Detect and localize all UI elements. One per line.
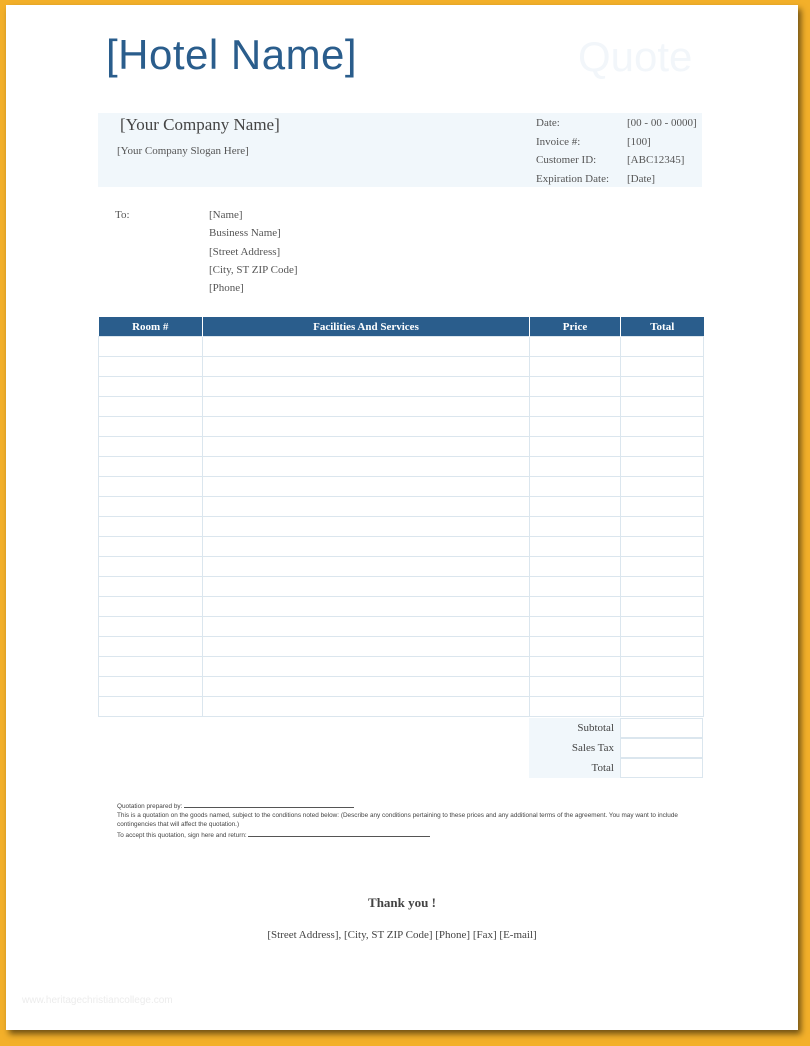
- room-cell[interactable]: [99, 597, 203, 617]
- price-cell[interactable]: [530, 537, 621, 557]
- table-row: [99, 577, 704, 597]
- expiration-date-label: Expiration Date:: [536, 173, 610, 185]
- total-cell[interactable]: [621, 617, 704, 637]
- grand-total-value[interactable]: [620, 758, 703, 778]
- services-cell[interactable]: [203, 537, 530, 557]
- price-cell[interactable]: [530, 597, 621, 617]
- subtotal-value[interactable]: [620, 718, 703, 738]
- price-cell[interactable]: [530, 457, 621, 477]
- price-cell[interactable]: [530, 417, 621, 437]
- room-cell[interactable]: [99, 397, 203, 417]
- subtotal-label: Subtotal: [529, 718, 620, 738]
- table-row: [99, 557, 704, 577]
- watermark: www.heritagechristiancollege.com: [22, 995, 173, 1006]
- prepared-by-label: Quotation prepared by:: [117, 803, 183, 810]
- services-cell[interactable]: [203, 457, 530, 477]
- services-cell[interactable]: [203, 657, 530, 677]
- services-cell[interactable]: [203, 397, 530, 417]
- total-cell[interactable]: [621, 377, 704, 397]
- room-cell[interactable]: [99, 517, 203, 537]
- sales-tax-value[interactable]: [620, 738, 703, 758]
- table-row: [99, 597, 704, 617]
- subtotal-row: [529, 718, 703, 738]
- room-cell[interactable]: [99, 537, 203, 557]
- recipient-label: To:: [115, 209, 130, 221]
- price-cell[interactable]: [530, 517, 621, 537]
- total-cell[interactable]: [621, 397, 704, 417]
- customer-id-value: [ABC12345]: [627, 154, 685, 166]
- table-row: [99, 497, 704, 517]
- customer-id-label: Customer ID:: [536, 154, 597, 166]
- price-cell[interactable]: [530, 437, 621, 457]
- table-row: [99, 677, 704, 697]
- table-row: [99, 397, 704, 417]
- total-cell[interactable]: [621, 597, 704, 617]
- price-cell[interactable]: [530, 377, 621, 397]
- total-cell[interactable]: [621, 637, 704, 657]
- conditions-text: This is a quotation on the goods named, subject to the conditions noted below: (Describe any conditions pertaining to these prices and any additional terms of the agreement. You may want to include contingencies that will affect the quotation.): [117, 812, 678, 828]
- accept-signature-line[interactable]: [248, 830, 430, 837]
- room-cell[interactable]: [99, 677, 203, 697]
- table-row: [99, 357, 704, 377]
- total-cell[interactable]: [621, 657, 704, 677]
- price-cell[interactable]: [530, 577, 621, 597]
- room-cell[interactable]: [99, 477, 203, 497]
- total-cell[interactable]: [621, 677, 704, 697]
- recipient-city: [City, ST ZIP Code]: [209, 264, 298, 276]
- quote-page: [6, 5, 798, 1030]
- table-row: [99, 377, 704, 397]
- total-cell[interactable]: [621, 697, 704, 717]
- room-cell[interactable]: [99, 437, 203, 457]
- hotel-name: [Hotel Name]: [106, 31, 358, 78]
- services-cell[interactable]: [203, 617, 530, 637]
- room-cell[interactable]: [99, 497, 203, 517]
- total-cell[interactable]: [621, 557, 704, 577]
- table-row: [99, 437, 704, 457]
- price-cell[interactable]: [530, 397, 621, 417]
- room-cell[interactable]: [99, 357, 203, 377]
- services-cell[interactable]: [203, 577, 530, 597]
- price-cell[interactable]: [530, 477, 621, 497]
- total-cell[interactable]: [621, 517, 704, 537]
- services-cell[interactable]: [203, 497, 530, 517]
- total-cell[interactable]: [621, 437, 704, 457]
- invoice-label: Invoice #:: [536, 136, 581, 148]
- date-label: Date:: [536, 117, 560, 129]
- accept-line: [117, 830, 430, 839]
- recipient-business: Business Name]: [209, 227, 281, 239]
- sales-tax-row: [529, 738, 703, 758]
- total-cell[interactable]: [621, 537, 704, 557]
- total-cell[interactable]: [621, 417, 704, 437]
- company-slogan: [Your Company Slogan Here]: [117, 145, 249, 157]
- grand-total-label: Total: [529, 758, 620, 778]
- price-cell[interactable]: [530, 557, 621, 577]
- line-items-table: [98, 317, 704, 717]
- room-cell[interactable]: [99, 457, 203, 477]
- prepared-by-line: [117, 801, 354, 810]
- services-cell[interactable]: [203, 337, 530, 357]
- room-column-header: Room #: [99, 317, 203, 337]
- services-cell[interactable]: [203, 597, 530, 617]
- services-cell[interactable]: [203, 677, 530, 697]
- room-cell[interactable]: [99, 637, 203, 657]
- room-cell[interactable]: [99, 697, 203, 717]
- total-cell[interactable]: [621, 357, 704, 377]
- services-cell[interactable]: [203, 637, 530, 657]
- price-cell[interactable]: [530, 677, 621, 697]
- price-cell[interactable]: [530, 497, 621, 517]
- services-cell[interactable]: [203, 517, 530, 537]
- line-items-body: [99, 337, 704, 717]
- price-cell[interactable]: [530, 697, 621, 717]
- expiration-date-value: [Date]: [627, 173, 656, 185]
- company-name: [Your Company Name]: [120, 115, 280, 134]
- services-cell[interactable]: [203, 437, 530, 457]
- prepared-by-signature-line[interactable]: [184, 801, 354, 808]
- room-cell[interactable]: [99, 377, 203, 397]
- services-cell[interactable]: [203, 697, 530, 717]
- price-cell[interactable]: [530, 617, 621, 637]
- room-cell[interactable]: [99, 617, 203, 637]
- table-row: [99, 657, 704, 677]
- services-cell[interactable]: [203, 557, 530, 577]
- table-row: [99, 697, 704, 717]
- accept-label: To accept this quotation, sign here and return:: [117, 832, 247, 839]
- services-cell[interactable]: [203, 357, 530, 377]
- recipient-name: [Name]: [209, 209, 243, 221]
- table-row: [99, 537, 704, 557]
- total-cell[interactable]: [621, 477, 704, 497]
- table-row: [99, 477, 704, 497]
- invoice-value: [100]: [627, 136, 651, 148]
- recipient-phone: [Phone]: [209, 282, 244, 294]
- services-cell[interactable]: [203, 417, 530, 437]
- room-cell[interactable]: [99, 657, 203, 677]
- total-cell[interactable]: [621, 337, 704, 357]
- document-title: Quote: [578, 33, 693, 80]
- total-cell[interactable]: [621, 457, 704, 477]
- room-cell[interactable]: [99, 417, 203, 437]
- table-row: [99, 417, 704, 437]
- table-header-row: [99, 317, 704, 337]
- total-cell[interactable]: [621, 497, 704, 517]
- services-column-header: Facilities And Services: [203, 317, 530, 337]
- date-value: [00 - 00 - 0000]: [627, 117, 697, 129]
- table-row: [99, 617, 704, 637]
- price-cell[interactable]: [530, 637, 621, 657]
- price-column-header: Price: [530, 317, 621, 337]
- room-cell[interactable]: [99, 577, 203, 597]
- total-column-header: Total: [621, 317, 704, 337]
- table-row: [99, 637, 704, 657]
- table-row: [99, 517, 704, 537]
- grand-total-row: [529, 758, 703, 778]
- table-row: [99, 337, 704, 357]
- price-cell[interactable]: [530, 337, 621, 357]
- recipient-street: [Street Address]: [209, 246, 281, 258]
- price-cell[interactable]: [530, 657, 621, 677]
- services-cell[interactable]: [203, 477, 530, 497]
- services-cell[interactable]: [203, 377, 530, 397]
- thank-you-message: Thank you !: [368, 895, 436, 910]
- room-cell[interactable]: [99, 557, 203, 577]
- total-cell[interactable]: [621, 577, 704, 597]
- price-cell[interactable]: [530, 357, 621, 377]
- room-cell[interactable]: [99, 337, 203, 357]
- sales-tax-label: Sales Tax: [529, 738, 620, 758]
- footer-address: [Street Address], [City, ST ZIP Code] [Phone] [Fax] [E-mail]: [267, 929, 537, 941]
- table-row: [99, 457, 704, 477]
